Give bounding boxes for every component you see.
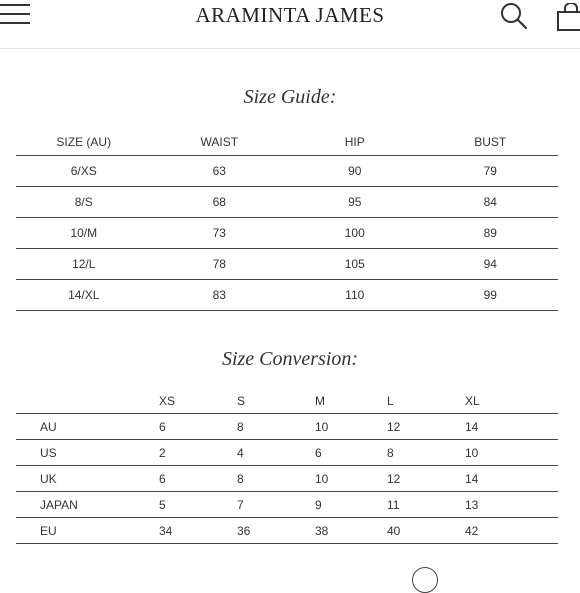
shopping-bag-icon[interactable] — [556, 3, 580, 31]
waist-cell: 68 — [152, 187, 288, 218]
region-cell: AU — [16, 414, 158, 440]
size-cell: 8/S — [16, 187, 152, 218]
table-cell: 12 — [386, 414, 464, 440]
table-row — [16, 414, 558, 440]
region-cell: JAPAN — [16, 492, 158, 518]
bust-cell: 89 — [423, 218, 559, 249]
table-cell: 13 — [464, 492, 558, 518]
hip-cell: 90 — [287, 156, 423, 187]
table-cell: 40 — [386, 518, 464, 544]
table-cell: 38 — [314, 518, 386, 544]
bust-cell: 84 — [423, 187, 559, 218]
size-cell: 6/XS — [16, 156, 152, 187]
size-cell: 12/L — [16, 249, 152, 280]
size-cell: 10/M — [16, 218, 152, 249]
hip-cell: 110 — [287, 280, 423, 311]
table-cell: 42 — [464, 518, 558, 544]
column-header-xl: XL — [464, 388, 558, 414]
size-guide-table — [16, 128, 558, 311]
column-header-xs: XS — [158, 388, 236, 414]
size-guide-title: Size Guide: — [243, 86, 337, 108]
table-row — [16, 280, 558, 311]
table-cell: 8 — [386, 440, 464, 466]
column-header-m: M — [314, 388, 386, 414]
table-row — [16, 249, 558, 280]
table-cell: 10 — [314, 414, 386, 440]
bust-cell: 94 — [423, 249, 559, 280]
search-icon[interactable] — [500, 2, 528, 30]
bust-cell: 79 — [423, 156, 559, 187]
table-row — [16, 218, 558, 249]
waist-cell: 63 — [152, 156, 288, 187]
hip-cell: 100 — [287, 218, 423, 249]
table-cell: 8 — [236, 466, 314, 492]
table-cell: 6 — [158, 414, 236, 440]
table-row — [16, 156, 558, 187]
size-conversion-title: Size Conversion: — [221, 348, 359, 370]
table-cell: 2 — [158, 440, 236, 466]
waist-cell: 78 — [152, 249, 288, 280]
table-cell: 34 — [158, 518, 236, 544]
table-row — [16, 518, 558, 544]
brand-logo[interactable]: ARAMINTA JAMES — [195, 3, 385, 27]
column-header-size: SIZE (AU) — [16, 128, 152, 156]
table-cell: 9 — [314, 492, 386, 518]
table-cell: 14 — [464, 414, 558, 440]
waist-cell: 83 — [152, 280, 288, 311]
table-cell: 36 — [236, 518, 314, 544]
table-row — [16, 466, 558, 492]
column-header-region — [16, 388, 158, 414]
column-header-s: S — [236, 388, 314, 414]
region-cell: US — [16, 440, 158, 466]
table-row — [16, 440, 558, 466]
table-cell: 14 — [464, 466, 558, 492]
table-cell: 10 — [314, 466, 386, 492]
table-cell: 10 — [464, 440, 558, 466]
size-cell: 14/XL — [16, 280, 152, 311]
table-cell: 11 — [386, 492, 464, 518]
table-row — [16, 492, 558, 518]
table-cell: 12 — [386, 466, 464, 492]
site-header — [0, 0, 580, 49]
column-header-l: L — [386, 388, 464, 414]
table-cell: 5 — [158, 492, 236, 518]
table-row — [16, 187, 558, 218]
column-header-waist: WAIST — [152, 128, 288, 156]
hip-cell: 95 — [287, 187, 423, 218]
floating-action-icon[interactable] — [412, 567, 438, 593]
table-cell: 8 — [236, 414, 314, 440]
size-guide-header-row — [16, 128, 558, 156]
column-header-hip: HIP — [287, 128, 423, 156]
size-conversion-table — [16, 388, 558, 544]
column-header-bust: BUST — [423, 128, 559, 156]
waist-cell: 73 — [152, 218, 288, 249]
region-cell: EU — [16, 518, 158, 544]
table-cell: 6 — [314, 440, 386, 466]
bust-cell: 99 — [423, 280, 559, 311]
table-cell: 4 — [236, 440, 314, 466]
region-cell: UK — [16, 466, 158, 492]
hip-cell: 105 — [287, 249, 423, 280]
conversion-header-row — [16, 388, 558, 414]
table-cell: 7 — [236, 492, 314, 518]
table-cell: 6 — [158, 466, 236, 492]
